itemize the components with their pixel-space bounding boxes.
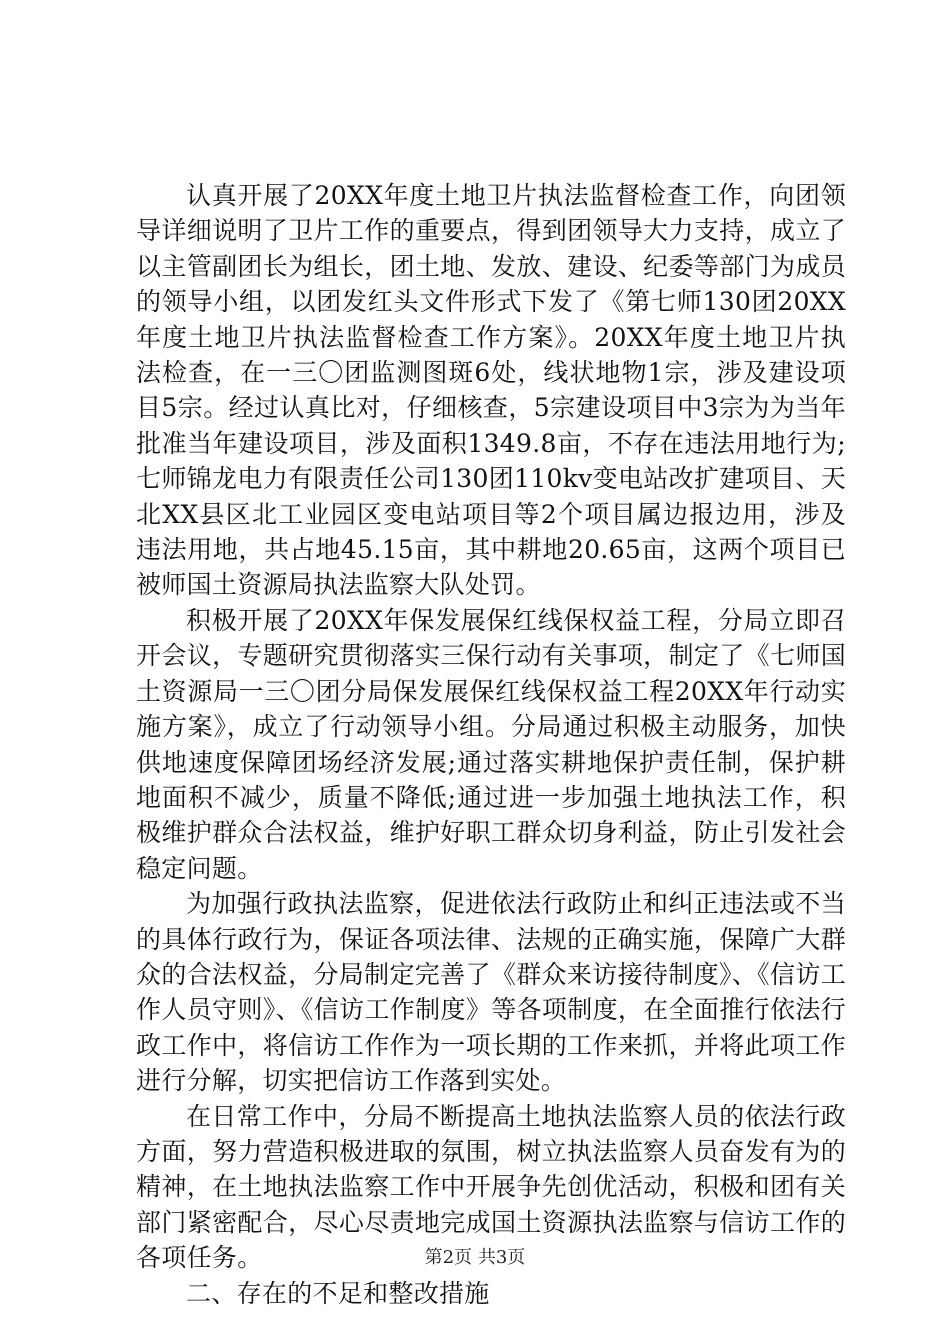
section-heading: 二、存在的不足和整改措施 — [186, 1278, 490, 1308]
paragraph-satellite-enforcement: 认真开展了20XX年度土地卫片执法监督检查工作，向团领导详细说明了卫片工作的重要点，得到团领导大力支持，成立了以主管副团长为组长，团土地、发放、建设、纪委等部门为成员的领导小组，以团发红头文件形式下发了《第七师130团20XX年度土地卫片执法监督检查工作方案》。20XX年度土地卫片执法检查，在一三〇团监测图斑6处，线状地物1宗，涉及建设项目5宗。经过认真比对，仔细核查，5宗建设项目中3宗为为当年批准当年建设项目，涉及面积1349.8亩，不存在违法用地行为;七师锦龙电力有限责任公司130团110kv变电站改扩建项目、天北XX县区北工业园区变电站项目等2个项目属边报边用，涉及违法用地，共占地45.15亩，其中耕地20.65亩，这两个项目已被师国土资源局执法监察大队处罚。 — [136, 181, 846, 600]
paragraph-daily-work: 在日常工作中，分局不断提高土地执法监察人员的依法行政方面，努力营造积极进取的氛围，树立执法监察人员奋发有为的精神，在土地执法监察工作中开展争先创优活动，积极和团有关部门紧密配合，尽心尽责地完成国土资源执法监察与信访工作的各项任务。 — [136, 1101, 846, 1273]
paragraph-three-protections: 积极开展了20XX年保发展保红线保权益工程，分局立即召开会议，专题研究贯彻落实三保行动有关事项，制定了《七师国土资源局一三〇团分局保发展保红线保权益工程20XX年行动实施方案》，成立了行动领导小组。分局通过积极主动服务，加快供地速度保障团场经济发展;通过落实耕地保护责任制，保护耕地面积不减少，质量不降低;通过进一步加强土地执法工作，积极维护群众合法权益，维护好职工群众切身利益，防止引发社会稳定问题。 — [136, 605, 846, 883]
paragraph-petition-system: 为加强行政执法监察，促进依法行政防止和纠正违法或不当的具体行政行为，保证各项法律、法规的正确实施，保障广大群众的合法权益，分局制定完善了《群众来访接待制度》、《信访工作人员守则》、《信访工作制度》等各项制度，在全面推行依法行政工作中，将信访工作作为一项长期的工作来抓，并将此项工作进行分解，切实把信访工作落到实处。 — [136, 889, 846, 1096]
page-number-footer: 第2页 共3页 — [424, 1247, 526, 1268]
document-body — [136, 178, 846, 1311]
